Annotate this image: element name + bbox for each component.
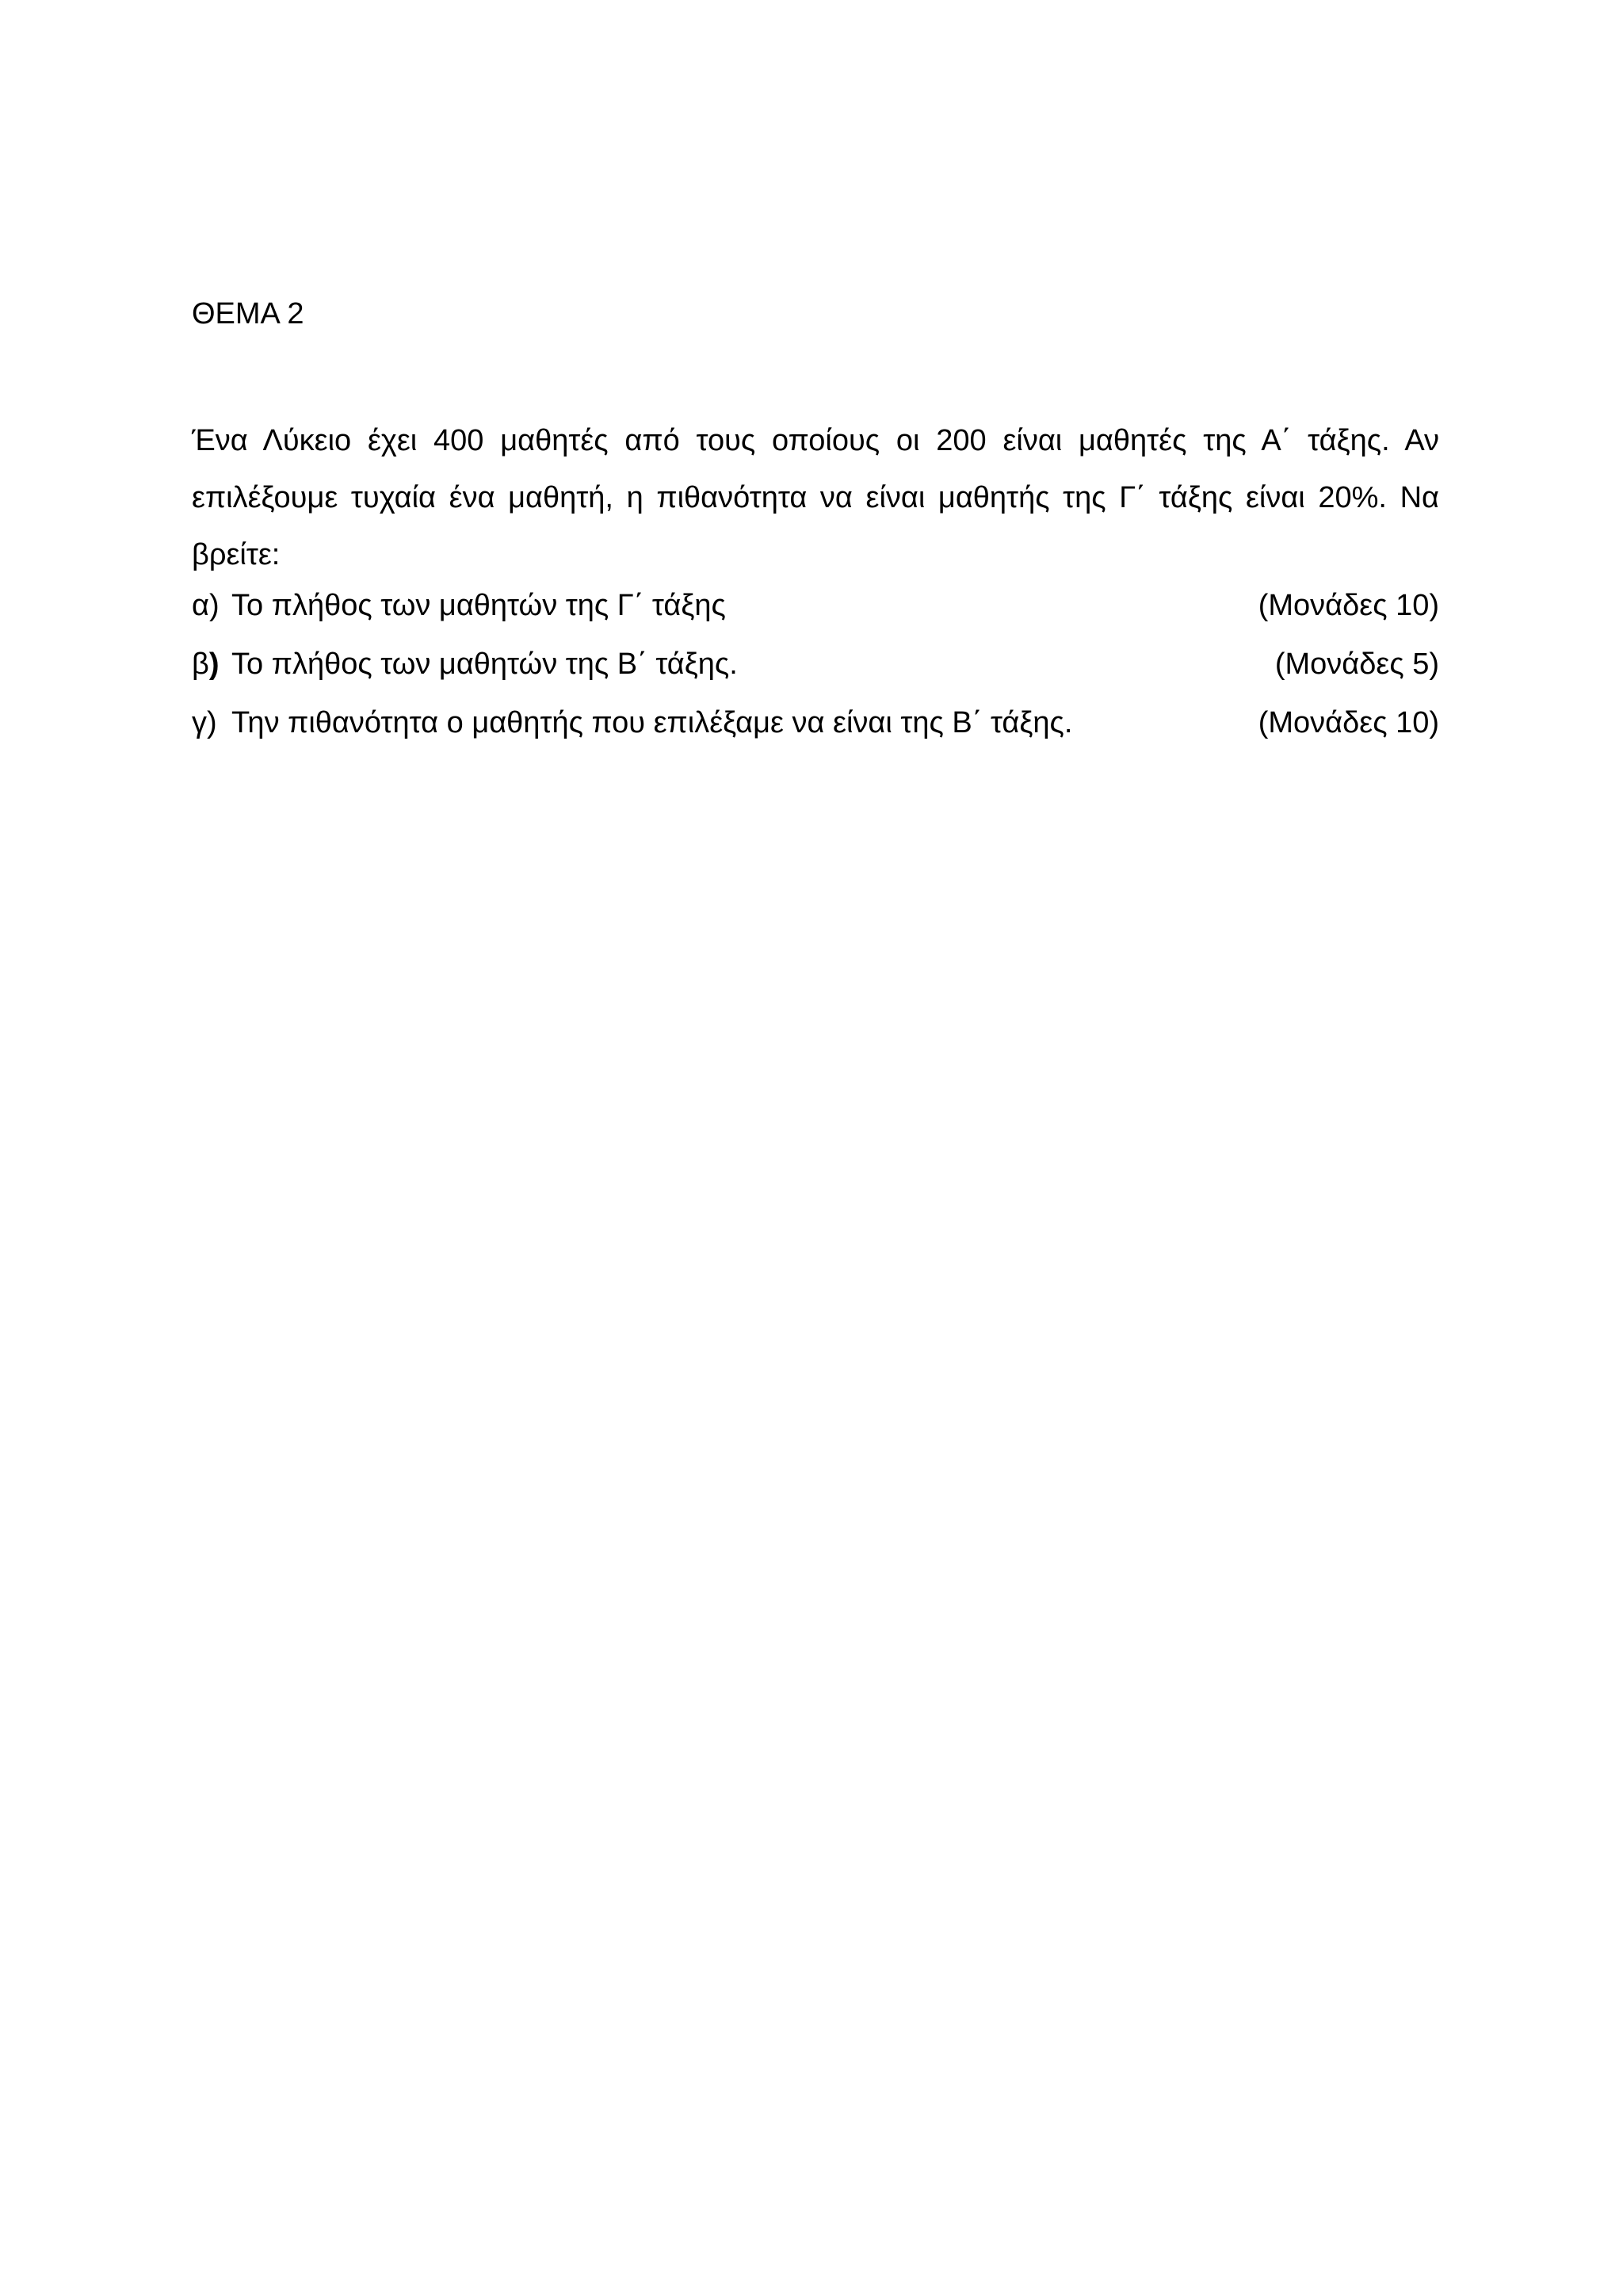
item-text: Το πλήθος των μαθητών της Β΄ τάξης. [231,648,738,681]
problem-statement: Ένα Λύκειο έχει 400 μαθητές από τους οποίους οι 200 είναι μαθητές της Α΄ τάξης. Αν επιλέξουμε τυχαία ένα μαθητή, η πιθανότητα να είναι μαθητής της Γ΄ τάξης είναι 20%. Να βρείτε: [192,424,1439,571]
item-marker-letter: γ [192,706,207,739]
points-label: (Μονάδες 10) [1258,589,1439,622]
item-marker-letter: α [192,589,209,622]
item-text: Το πλήθος των μαθητών της Γ΄ τάξης [231,589,726,622]
item-marker-paren: ) [208,589,220,622]
item-marker-paren: ) [208,648,220,681]
item-text: Την πιθανότητα ο μαθητής που επιλέξαμε να είναι της Β΄ τάξης. [231,706,1073,739]
section-heading: ΘΕΜΑ 2 [192,297,304,330]
item-marker-letter: β [192,648,209,681]
item-marker [192,583,231,628]
item-marker-paren: ) [207,706,217,739]
question-item-a [192,583,1439,628]
question-item-c [192,701,1439,745]
item-marker [192,701,231,745]
points-label: (Μονάδες 10) [1258,706,1439,739]
item-marker [192,642,231,686]
question-item-b [192,642,1439,686]
points-label: (Μονάδες 5) [1274,648,1439,681]
